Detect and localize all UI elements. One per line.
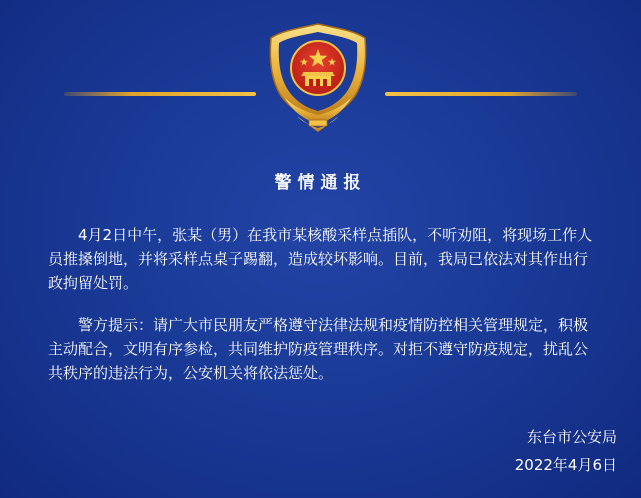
left-gold-divider [64, 92, 256, 96]
incident-paragraph: 4月2日中午，张某（男）在我市某核酸采样点插队，不听劝阻，将现场工作人员推搡倒地，并将采样点桌子踢翻，造成较坏影响。目前，我局已依法对其作出行政拘留处罚。 [48, 226, 593, 292]
issue-date: 2022年4月6日 [514, 456, 617, 474]
police-emblem-icon [257, 20, 379, 138]
right-gold-divider [385, 92, 577, 96]
police-reminder-paragraph: 警方提示：请广大市民朋友严格遵守法律法规和疫情防控相关管理规定，积极主动配合，文明有序参检，共同维护防疫管理秩序。对拒不遵守防疫规定，扰乱公共秩序的违法行为，公安机关将依法惩处。 [48, 316, 589, 382]
issuing-organization: 东台市公安局 [526, 428, 617, 446]
notice-title: 警情通报 [274, 173, 367, 193]
